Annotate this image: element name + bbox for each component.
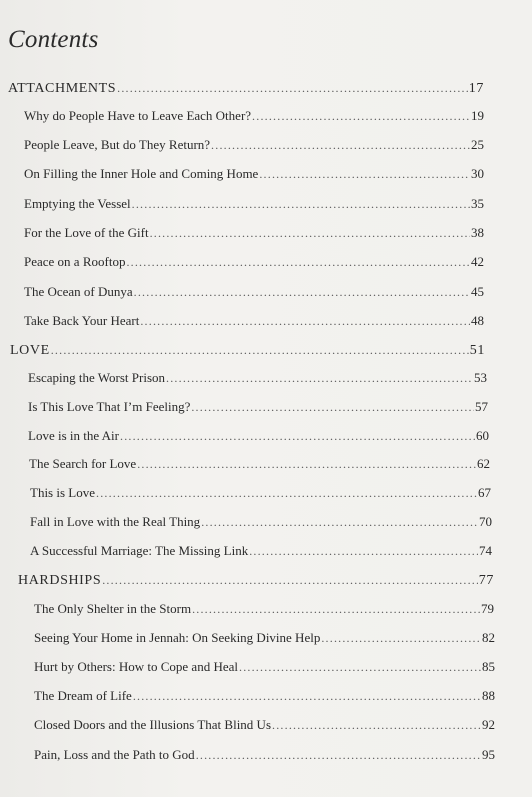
page-title: Contents [8,26,99,53]
entry-page-number: 62 [477,456,490,471]
dot-leader [249,541,478,561]
dot-leader [134,282,470,302]
toc-entry [34,657,495,677]
toc-entry [30,483,491,503]
dot-leader [117,78,468,98]
toc-entry [24,282,484,302]
entry-page-number: 60 [476,428,489,443]
toc-entry [34,715,495,735]
section-page-number: 51 [469,343,485,358]
entry-page-number: 25 [471,137,484,152]
toc-entry [24,223,484,243]
toc-entry [30,512,492,532]
toc-entry [34,628,495,648]
section-label: ATTACHMENTS [8,81,117,96]
entry-page-number: 70 [479,514,492,529]
toc-entry [24,106,484,126]
dot-leader [211,135,470,155]
entry-page-number: 48 [471,313,484,328]
dot-leader [201,512,478,532]
toc-section-hardships [18,570,494,590]
dot-leader [102,570,478,590]
dot-leader [96,483,477,503]
dot-leader [150,223,470,243]
toc-section-attachments [8,78,484,98]
entry-page-number: 85 [482,659,495,674]
section-label: HARDSHIPS [18,573,102,588]
entry-label: Emptying the Vessel [24,196,131,211]
toc-entry [28,368,487,388]
section-page-number: 77 [478,573,494,588]
dot-leader [252,106,470,126]
toc-entry [28,426,489,446]
dot-leader [272,715,481,735]
dot-leader [166,368,473,388]
entry-label: Fall in Love with the Real Thing [30,514,201,529]
entry-label: Take Back Your Heart [24,313,140,328]
entry-page-number: 67 [478,485,491,500]
entry-label: The Ocean of Dunya [24,284,133,299]
dot-leader [120,426,475,446]
entry-label: Peace on a Rooftop [24,254,126,269]
toc-entry [34,745,495,765]
entry-label: This is Love [30,485,95,500]
entry-label: People Leave, But do They Return? [24,137,211,152]
dot-leader [321,628,481,648]
entry-page-number: 88 [482,688,495,703]
dot-leader [259,164,470,184]
entry-label: Escaping the Worst Prison [28,370,166,385]
section-page-number: 17 [468,81,484,96]
toc-entry [34,686,495,706]
toc-entry [29,454,490,474]
entry-label: The Dream of Life [34,688,132,703]
dot-leader [51,340,469,360]
toc-entry [24,164,484,184]
toc-section-love [10,340,485,360]
entry-page-number: 95 [482,747,495,762]
dot-leader [126,252,470,272]
entry-page-number: 45 [471,284,484,299]
toc-entry [28,397,488,417]
entry-page-number: 42 [471,254,484,269]
toc-entry [30,541,492,561]
dot-leader [140,311,470,331]
entry-label: On Filling the Inner Hole and Coming Home [24,166,259,181]
entry-label: Why do People Have to Leave Each Other? [24,108,252,123]
entry-page-number: 53 [474,370,487,385]
entry-label: A Successful Marriage: The Missing Link [30,543,249,558]
entry-page-number: 57 [475,399,488,414]
entry-page-number: 92 [482,717,495,732]
entry-label: The Search for Love [29,456,137,471]
entry-page-number: 19 [471,108,484,123]
entry-label: Is This Love That I’m Feeling? [28,399,191,414]
entry-label: The Only Shelter in the Storm [34,601,192,616]
entry-page-number: 35 [471,196,484,211]
entry-page-number: 30 [471,166,484,181]
dot-leader [196,745,481,765]
dot-leader [191,397,474,417]
entry-page-number: 79 [481,601,494,616]
entry-label: Closed Doors and the Illusions That Blind Us [34,717,272,732]
dot-leader [239,657,481,677]
section-label: LOVE [10,343,50,358]
entry-label: Love is in the Air [28,428,119,443]
entry-label: For the Love of the Gift [24,225,149,240]
toc-entry [24,311,484,331]
entry-label: Hurt by Others: How to Cope and Heal [34,659,238,674]
toc-entry [24,135,484,155]
toc-entry [24,194,484,214]
dot-leader [132,194,470,214]
dot-leader [192,599,480,619]
entry-page-number: 74 [479,543,492,558]
toc-entry [24,252,484,272]
dot-leader [137,454,476,474]
entry-page-number: 82 [482,630,495,645]
toc-entry [34,599,494,619]
entry-label: Seeing Your Home in Jennah: On Seeking Divine Help [34,630,321,645]
entry-page-number: 38 [471,225,484,240]
entry-label: Pain, Loss and the Path to God [34,747,195,762]
dot-leader [133,686,481,706]
